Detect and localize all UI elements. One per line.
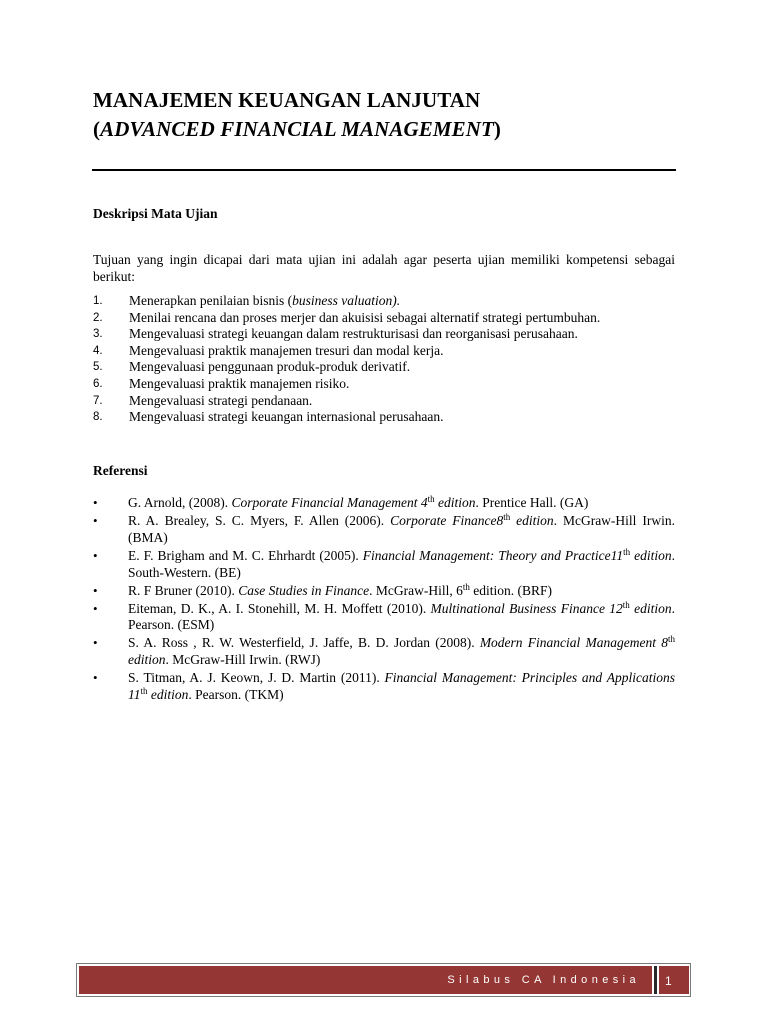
ref-publisher: . McGraw-Hill, 6 <box>369 582 463 598</box>
reference-item <box>93 513 675 547</box>
list-item <box>93 393 675 410</box>
list-item-text: Mengevaluasi strategi pendanaan. <box>129 392 313 408</box>
ref-authors: G. Arnold, (2008). <box>128 495 232 510</box>
bullet-icon: • <box>93 582 98 598</box>
ref-title: Modern Financial Management 8 <box>479 635 668 651</box>
title-line-1: MANAJEMEN KEUANGAN LANJUTAN <box>93 88 481 112</box>
list-item-text: Mengevaluasi penggunaan produk-produk derivatif. <box>129 359 411 375</box>
list-number: 4. <box>93 344 103 357</box>
ref-sup: th <box>427 494 435 504</box>
list-number: 5. <box>93 361 103 374</box>
reference-item <box>93 670 675 704</box>
list-number: 2. <box>93 311 103 324</box>
list-item <box>93 293 675 310</box>
bullet-icon: • <box>93 495 98 510</box>
list-item <box>93 359 675 376</box>
ref-title: Multinational Business Finance 12 <box>430 600 623 616</box>
list-item-text: Mengevaluasi praktik manajemen tresuri dan modal kerja. <box>129 342 444 358</box>
list-item-italic: business valuation). <box>292 293 401 308</box>
reference-item <box>93 635 675 669</box>
ref-title: Financial Management: Principles and Applications 11 <box>128 670 675 702</box>
ref-authors: E. F. Brigham and M. C. Ehrhardt (2005). <box>128 547 363 563</box>
ref-publisher: . Prentice Hall. (GA) <box>475 495 589 510</box>
ref-publisher: . McGraw-Hill Irwin. (RWJ) <box>165 652 321 668</box>
title-line-2 <box>93 115 501 144</box>
bullet-icon: • <box>93 635 98 651</box>
ref-title: Case Studies in Finance <box>238 582 370 598</box>
list-item-text: Mengevaluasi strategi keuangan internasional perusahaan. <box>129 409 444 425</box>
ref-edition: edition <box>630 547 672 563</box>
ref-authors: R. F Bruner (2010). <box>128 582 239 598</box>
bullet-icon: • <box>93 600 98 616</box>
page-footer <box>76 963 691 997</box>
list-number: 3. <box>93 328 103 341</box>
ref-edition: edition. (BRF) <box>469 582 552 598</box>
list-item <box>93 409 675 426</box>
ref-sup: th <box>622 599 630 610</box>
footer-separator <box>654 966 657 994</box>
list-item-text: Mengevaluasi strategi keuangan dalam restrukturisasi dan reorganisasi perusahaan. <box>129 326 578 342</box>
ref-edition: edition <box>510 512 554 528</box>
ref-authors: Eiteman, D. K., A. I. Stonehill, M. H. Moffett (2010). <box>128 600 431 616</box>
ref-authors: S. Titman, A. J. Keown, J. D. Martin (2011). <box>128 670 385 686</box>
title-paren-open: ( <box>93 117 101 141</box>
page-number: 1 <box>659 966 689 994</box>
list-number: 6. <box>93 377 103 390</box>
list-number: 7. <box>93 394 103 407</box>
list-item <box>93 343 675 360</box>
ref-title: Corporate Finance8 <box>390 512 504 528</box>
reference-item <box>93 495 675 512</box>
ref-publisher: . Pearson. (ESM) <box>128 600 675 633</box>
reference-item <box>93 583 675 600</box>
description-heading: Deskripsi Mata Ujian <box>93 206 218 221</box>
title-english: ADVANCED FINANCIAL MANAGEMENT <box>100 117 494 141</box>
description-intro: Tujuan yang ingin dicapai dari mata ujian ini adalah agar peserta ujian memiliki kompetensi sebagai berikut: <box>93 252 675 284</box>
list-item-text: Mengevaluasi praktik manajemen risiko. <box>129 375 350 391</box>
reference-list <box>93 495 675 705</box>
list-item <box>93 326 675 343</box>
ref-sup: th <box>503 511 511 522</box>
ref-title: Financial Management: Theory and Practice11 <box>362 547 624 563</box>
document-title <box>93 86 501 144</box>
ref-publisher: . McGraw-Hill Irwin. (BMA) <box>128 512 675 545</box>
list-item-text: Menilai rencana dan proses merjer dan akuisisi sebagai alternatif strategi pertumbuhan. <box>129 309 601 325</box>
title-paren-close: ) <box>493 117 502 141</box>
bullet-icon: • <box>93 512 98 528</box>
ref-sup: th <box>667 634 675 645</box>
ref-edition: edition <box>434 495 476 510</box>
footer-label: Silabus CA Indonesia <box>79 966 652 994</box>
ref-sup: th <box>623 546 631 557</box>
list-item-text: Menerapkan penilaian bisnis ( <box>129 293 293 308</box>
ref-authors: R. A. Brealey, S. C. Myers, F. Allen (2006). <box>128 512 391 528</box>
bullet-icon: • <box>93 670 98 686</box>
bullet-icon: • <box>93 547 98 563</box>
reference-item <box>93 548 675 582</box>
ref-edition: edition <box>128 652 166 668</box>
reference-item <box>93 601 675 635</box>
list-item <box>93 310 675 327</box>
list-number: 1. <box>93 295 103 307</box>
ref-sup: th <box>462 581 470 592</box>
ref-edition: edition <box>629 600 672 616</box>
references-heading: Referensi <box>93 463 148 478</box>
list-number: 8. <box>93 411 103 424</box>
ref-edition: edition <box>147 686 189 702</box>
competency-list <box>93 293 675 426</box>
list-item <box>93 376 675 393</box>
ref-publisher: . Pearson. (TKM) <box>188 686 284 702</box>
title-divider <box>92 169 676 171</box>
ref-publisher: . South-Western. (BE) <box>128 547 675 580</box>
ref-title: Corporate Financial Management 4 <box>231 495 428 510</box>
ref-authors: S. A. Ross , R. W. Westerfield, J. Jaffe, B. D. Jordan (2008). <box>128 635 480 651</box>
ref-sup: th <box>140 685 148 696</box>
